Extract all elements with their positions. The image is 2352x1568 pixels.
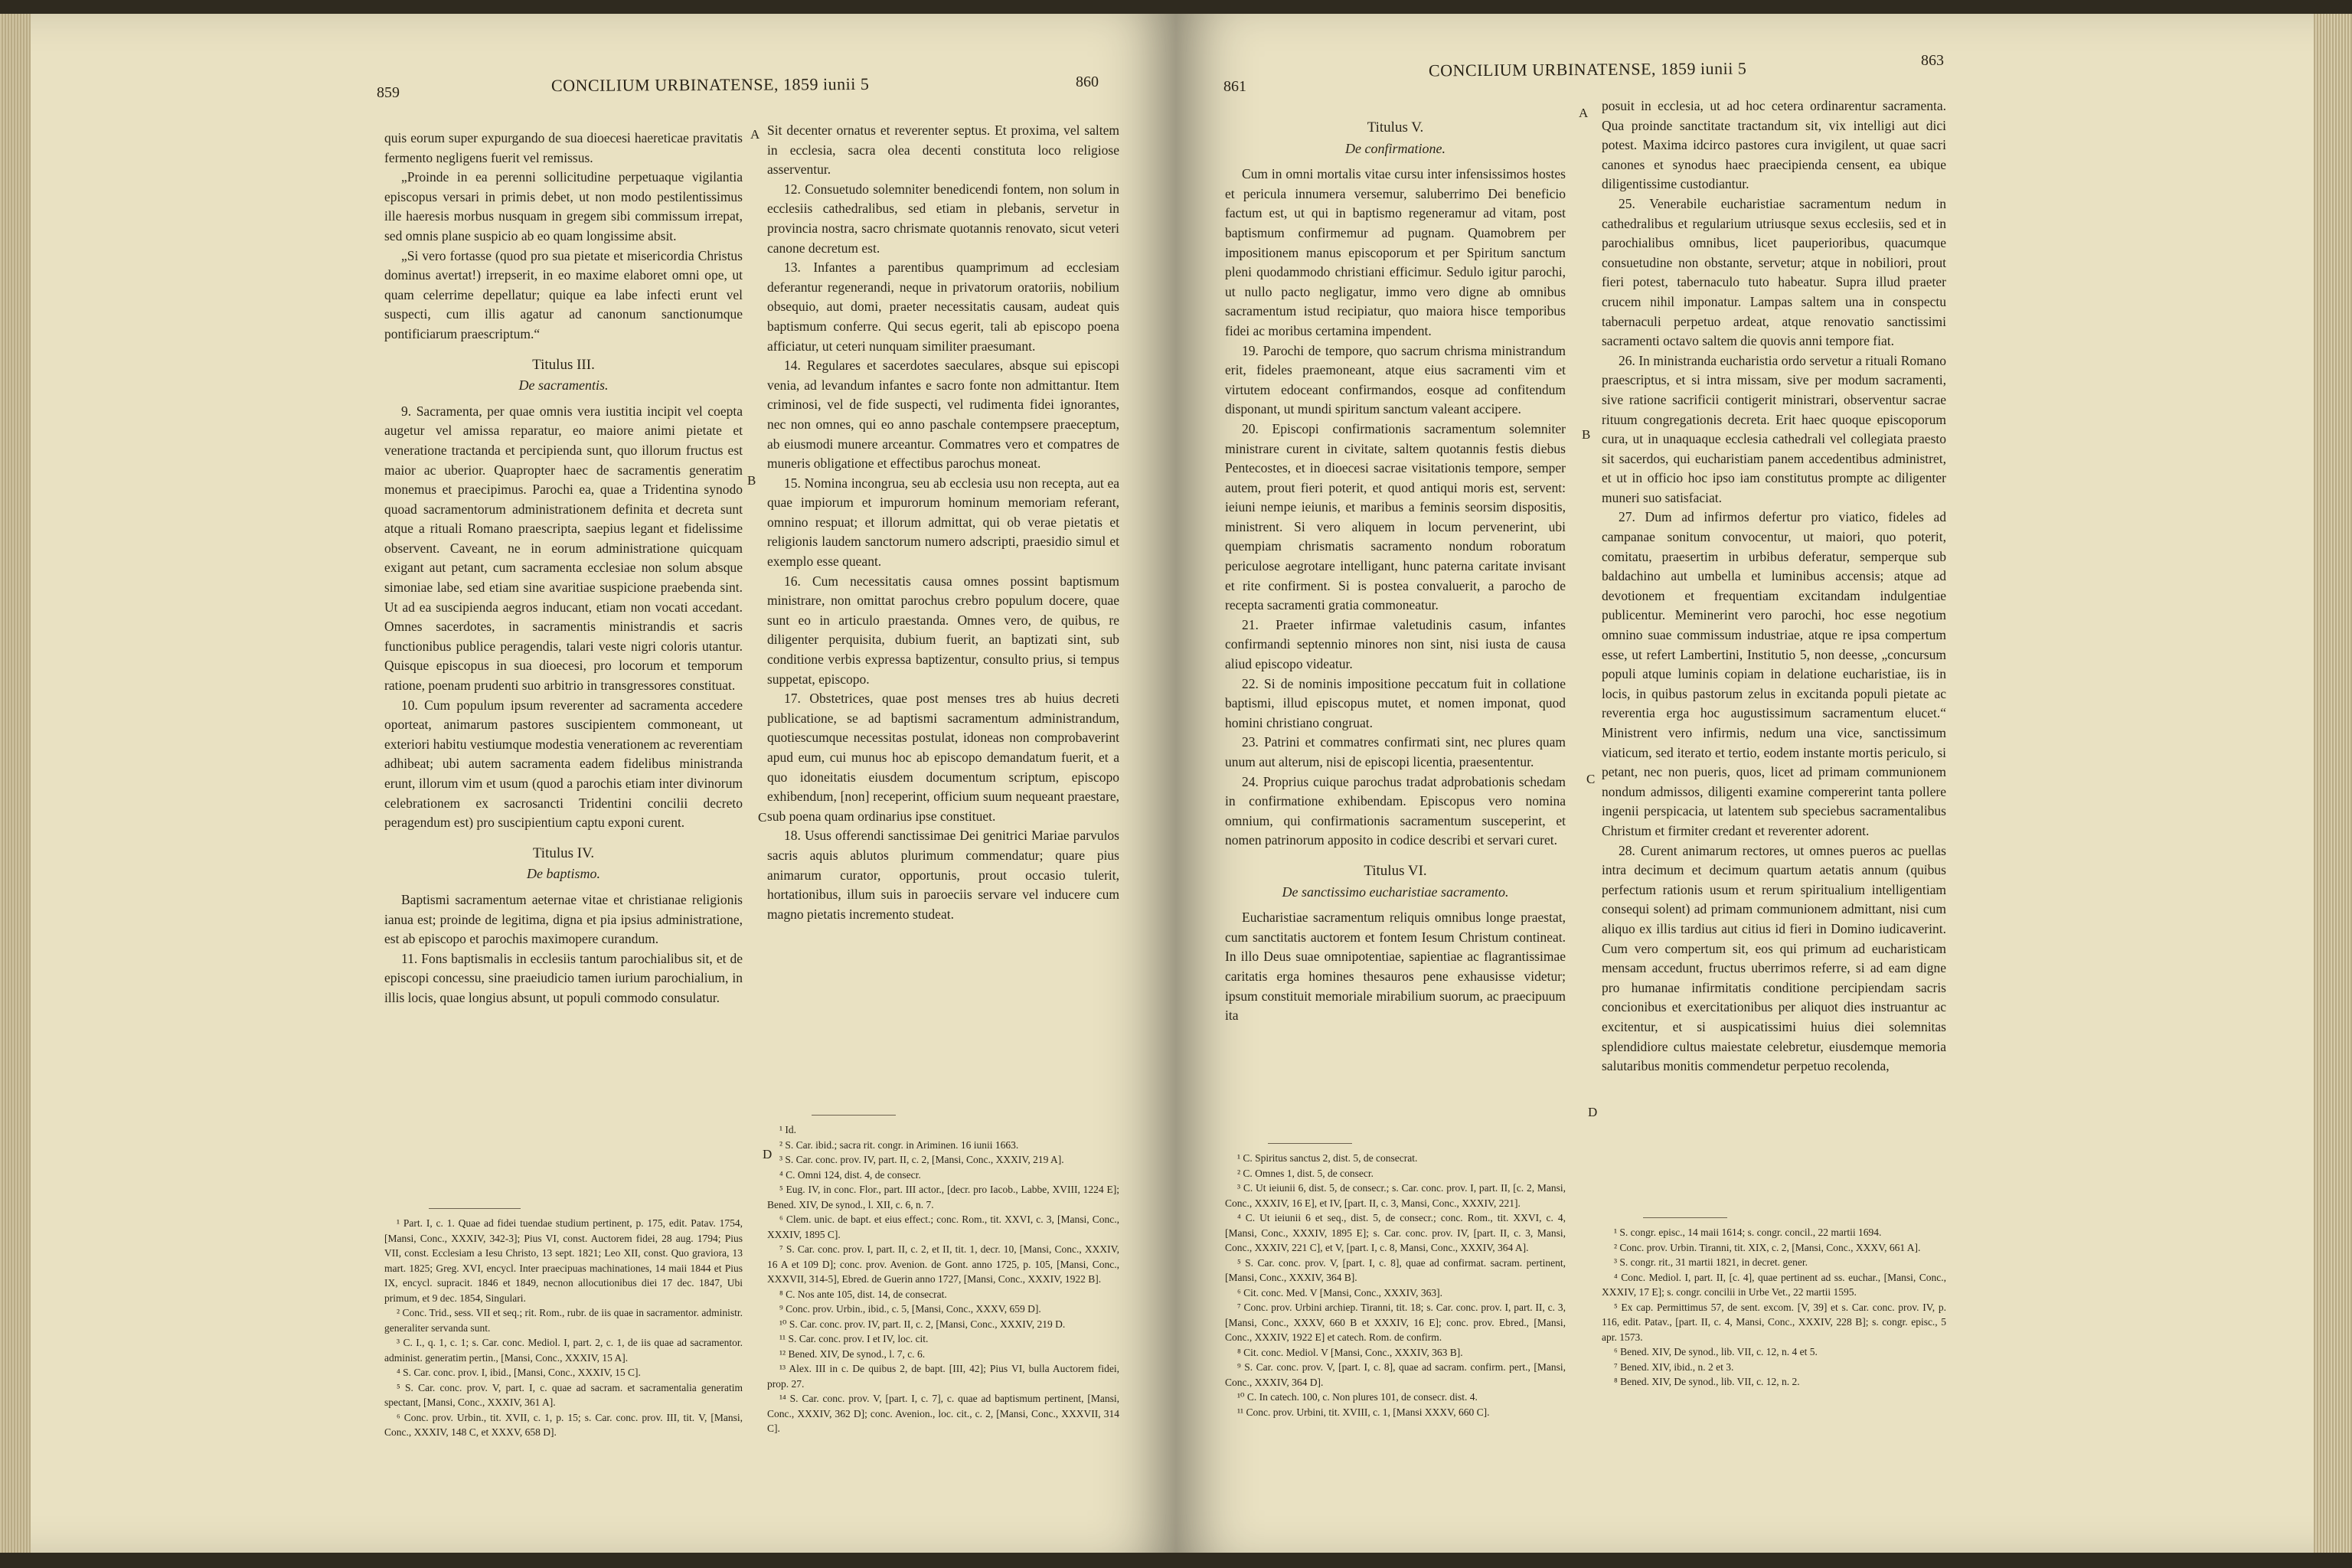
section-title-titulus-iv: Titulus IV. [532,844,595,861]
margin-letter: D [1588,1105,1598,1119]
margin-letter: B [1582,427,1591,442]
paragraph-25: 25. Venerabile eucharistiae sacramentum nedum in cathedralibus et regularium utriusque sexus ecclesiis, sed et in parochialibus omnibus, licet pauperioribus, quacumque consuetudine non obstante, servetur; atque in nobiliori, prout fieri potest, tabernaculo tuto habeatur. Supra illud praeter crucem nihil imponatur. Lampas saltem una in conspectu tabernaculi perpetuo ardeat, atque renovatio sanctissimi sacramenti octavo saltem die quovis anni tempore fiat. [1602,195,1946,349]
footnote: ⁸ Cit. conc. Mediol. V [Mansi, Conc., XXXIV, 363 B]. [1237,1346,1463,1358]
footnote-rule [1268,1143,1352,1144]
left-page-footnotes-1 [384,1216,743,1440]
paragraph-23: 23. Patrini et commatres confirmati sint, nec plures quam unum aut alterum, nisi de episcopi licentia, praesententur. [1225,734,1566,769]
footnote: ¹⁰ C. In catech. 100, c. Non plures 101, de consecr. dist. 4. [1237,1391,1478,1403]
paragraph-9: 9. Sacramenta, per quae omnis vera iustitia incipit vel coepta augetur vel amissa reparatur, eo maiore animi pietate et veneratione tractanda et percipienda sunt, quo illorum fructus est maior ac uberior. Quapropter haec de sacramentis generatim monemus et praecipimus. Parochi ea, quae a Tridentina synodo quoad sacramentorum administrationem definita et decreta sunt atque a rituali Romano praescripta, saepius legant et fidelissime observent. Caveant, ne in eorum administratione quicquam exigant aut petant, cum sacramenta ecclesiae non solum absque simoniae labe, sed etiam sine avaritiae suspicione praebenda sint. Ut ad ea suscipienda aegros inducant, etiam non vocati accedant. Omnes sacerdotes, in sacramentis ministrandis et sacris functionibus publice peragendis, talari veste nigri coloris utantur. Quisque episcopus in sua dioecesi, pro locorum et temporum ratione, poenam prudenti suo arbitrio in transgressores constituat. [384,403,743,694]
footnote: ⁶ Conc. prov. Urbin., tit. XVII, c. 1, p. 15; s. Car. conc. prov. III, tit. V, [Mansi, Conc., XXXIV, 148 C, et XXXV, 658 D]. [384,1411,743,1438]
section-subtitle: De sanctissimo eucharistiae sacramento. [1282,884,1509,900]
margin-letter: B [747,473,756,488]
footnote: ¹¹ Conc. prov. Urbini, tit. XVIII, c. 1, [Mansi XXXV, 660 C]. [1237,1406,1490,1418]
footnote: ³ S. congr. rit., 31 martii 1821, in decret. gener. [1614,1256,1808,1268]
footnote: ⁵ Eug. IV, in conc. Flor., part. III actor., [decr. pro Iacob., Labbe, XVIII, 1224 E]; Bened. XIV, De synod., l. XII, c. 6, n. 7. [767,1184,1119,1210]
footnote: ⁴ Conc. Mediol. I, part. II, [c. 4], quae pertinent ad ss. euchar., [Mansi, Conc., XXXIV, 17 E]; s. congr. concilii in Urbe Vet., 22 martii 1595. [1602,1271,1946,1298]
footnote: ⁷ S. Car. conc. prov. I, part. II, c. 2, et II, tit. 1, decr. 10, [Mansi, Conc., XXXIV, 16 A et 109 D]; conc. prov. Avenion. de Gont. anno 1725, p. 105, [Mansi, Conc., XXXVII, 314-5], Ebred. de Guerin anno 1727, [Mansi, Conc., XXXIV, 1922 B]. [767,1243,1119,1285]
footnote: ⁷ Conc. prov. Urbini archiep. Tiranni, tit. 18; s. Car. conc. prov. I, part. II, c. 3, [Mansi, Conc., XXXV, 660 B et XXXIV, 16 E]; conc. prov. Ebred., [Mansi, Conc., XXXIV, 1922 E] et catech. Rom. de confirm. [1225,1302,1566,1343]
footnote: ⁶ Clem. unic. de bapt. et eius effect.; conc. Rom., tit. XXVI, c. 3, [Mansi, Conc., XXXIV, 1895 C]. [767,1214,1119,1240]
footnote: ¹ C. Spiritus sanctus 2, dist. 5, de consecrat. [1237,1152,1418,1164]
page-number-859: 859 [377,84,400,101]
footnote: ¹⁰ S. Car. conc. prov. IV, part. II, c. 2, [Mansi, Conc., XXXIV, 219 D. [779,1318,1066,1330]
footnote: ⁹ S. Car. conc. prov. V, [part. I, c. 8], quae ad sacram. confirm. pert., [Mansi, Conc., XXXIV, 364 D]. [1225,1361,1566,1388]
margin-letter: C [1586,772,1596,786]
footnote: ¹ Part. I, c. 1. Quae ad fidei tuendae studium pertinent, p. 175, edit. Patav. 1754, [Mansi, Conc., XXXIV, 342-3]; Pius VI, const. Auctorem fidei, 28 aug. 1794; Pius VII, const. Ecclesiam a Iesu Christo, 13 sept. 1821; Leo XII, const. Quo graviora, 13 mart. 1825; Greg. XVI, encycl. Inter praecipuas machinationes, 14 maii 1844 et Pius IX, encycl. supracit. 1846 et 1849, necnon allocutionibus diei 17 dec. 1847, Ubi primum, et 9 dec. 1854, Singulari. [384,1217,743,1304]
footnote: ⁴ S. Car. conc. prov. I, ibid., [Mansi, Conc., XXXIV, 15 C]. [397,1367,641,1378]
paragraph: Eucharistiae sacramentum reliquis omnibus longe praestat, cum sanctitatis auctorem et fontem Iesum Christum contineat. In illo Deus suae omnipotentiae, sapientiae ac flagrantissimae caritatis erga homines thesauros pene exhausisse videtur; ipsum constituit memoriale mirabilium suorum, ac praecipuum ita [1225,910,1566,1024]
footnote: ² Conc. Trid., sess. VII et seq.; rit. Rom., rubr. de iis quae in sacramentor. administr. generaliter servanda sunt. [384,1307,743,1334]
right-page-footnotes-1 [1225,1151,1566,1419]
paragraph-18: 18. Usus offerendi sanctissimae Dei genitrici Mariae parvulos sacris aquis ablutos plurimum commendatur; quare pius animarum curator, opportunis, prout occasio tulerit, hortationibus, illum suis in paroeciis servare vel inducere cum magno pietatis incremento studeat. [767,828,1119,922]
page-number-863: 863 [1921,52,1944,69]
footnote: ⁶ Cit. conc. Med. V [Mansi, Conc., XXXIV, 363]. [1237,1286,1442,1298]
section-subtitle: De confirmatione. [1345,140,1446,156]
paragraph-continuation: quis eorum super expurgando de sua dioecesi haereticae pravitatis fermento negligens fuerit vel remissus. [384,130,743,165]
section-title-titulus-iii: Titulus III. [532,356,595,373]
footnote: ¹ Id. [779,1124,797,1135]
footnote-rule [812,1115,896,1116]
paragraph-20: 20. Episcopi confirmationis sacramentum solemniter ministrare curent in civitate, saltem quotannis festis diebus Pentecostes, et in dioecesi sacrae visitationis tempore, semper autem, prout fieri poterit, et quod antiqui moris est, servent: ieiuni nempe ieiunis, et maribus a feminis seorsim dispositis, ministrent. Si vero aliquem in locum pervenerint, ubi quempiam chrismatis sacramento nondum roboratum periculose aegrotare intelligant, hunc paterna caritate invisant et rite confirment. Si is postea convaluerit, a parocho de recepta sacramenti gratia commoneatur. [1225,420,1566,613]
paragraph-continuation: Sit decenter ornatus et reverenter septus. Et proxima, vel saltem in ecclesia, sacra olea decenti constituta loco religiose asserventur. [767,122,1119,178]
footnote: ¹ S. congr. episc., 14 maii 1614; s. congr. concil., 22 martii 1694. [1614,1227,1882,1238]
left-page-column-1 [384,129,743,1008]
paragraph-22: 22. Si de nominis impositione peccatum fuit in collatione baptismi, illud episcopus mutet, et nomen imponat, quod homini christiano congruat. [1225,675,1566,730]
footnote: ² Conc. prov. Urbin. Tiranni, tit. XIX, c. 2, [Mansi, Conc., XXXV, 661 A]. [1614,1241,1921,1253]
right-page-footnotes-2 [1602,1225,1946,1390]
paragraph-19: 19. Parochi de tempore, quo sacrum chrisma ministrandum erit, fideles praemoneant, atque eius sacramenti vim et virtutem edoceant confirmandos, eosque ad confitendum disponant, ut mundi spiritum sanctum valeant accipere. [1225,342,1566,417]
paragraph-21: 21. Praeter infirmae valetudinis casum, infantes confirmandi septennio minores non sint, nisi iusta de causa aliud episcopo videatur. [1225,616,1566,672]
footnote-rule [429,1208,521,1209]
section-title-titulus-v: Titulus V. [1367,119,1424,136]
page-number-860: 860 [1076,74,1099,90]
page-number-861: 861 [1223,78,1246,95]
paragraph: Baptismi sacramentum aeternae vitae et christianae religionis ianua est; proinde de legitima, digna et pia ipsius administratione, est ab episcopo et parochis maximopere curandum. [384,891,743,947]
margin-letter: A [750,127,760,142]
running-header-right: CONCILIUM URBINATENSE, 1859 iunii 5 [1428,58,1747,80]
footnote: ⁹ Conc. prov. Urbin., ibid., c. 5, [Mansi, Conc., XXXV, 659 D]. [779,1303,1041,1315]
paragraph: „Si vero fortasse (quod pro sua pietate et misericordia Christus dominus avertat!) irrepserit, in eo maxime elaboret omni ope, ut quam celerrime depellatur; quique ea labe infecti erunt vel suspecti, cum illis agatur ad canonum sanctionumque pontificiarum praescriptum.“ [384,247,743,341]
paragraph-13: 13. Infantes a parentibus quamprimum ad ecclesiam deferantur regenerandi, neque in privatorum oratoriis, nobilium obsequio, aut domi, praeter necessitatis causam, audeat quis baptismum conferre. Qui secus egerit, tali ab episcopo poena afficiatur, ut ceteri nunquam similiter praesumant. [767,260,1119,354]
section-subtitle: De sacramentis. [518,377,609,394]
paragraph-24: 24. Proprius cuique parochus tradat adprobationis schedam in confirmatione exhibendam. Episcopus vero nomina omnium, qui confirmationis sacramentum susceperint, et nomen patrinorum apposito in codice describi et servari curet. [1225,773,1566,848]
footnote: ⁸ Bened. XIV, De synod., lib. VII, c. 12, n. 2. [1614,1376,1800,1387]
book-page-edges-left [0,14,31,1553]
paragraph-12: 12. Consuetudo solemniter benedicendi fontem, non solum in ecclesiis cathedralibus, sed etiam in plebanis, servetur in provincia nostra, sacro chrismate quotannis renovato, sicut veteri canone decretum est. [767,181,1119,256]
paragraph-17: 17. Obstetrices, quae post menses tres ab huius decreti publicatione, se ad baptismi sacramentum administrandum, quotiescumque necessitas postulat, idoneas non comprobaverint apud eum, cui munus hoc ab episcopo demandatum fuerit, et a quo idoneitatis eiusdem documentum scriptum, episcopo exhibendum, [non] receperint, officium suum nequeant praestare, sub poena quam ordinarius ipse constituet. [767,691,1119,824]
paragraph-16: 16. Cum necessitatis causa omnes possint baptismum ministrare, non omittat parochus crebro populum docere, quae sunt eo in articulo praestanda. Omnes vero, de quibus, re diligenter perquisita, dubium fuerit, an baptizati sint, sub conditione verbis expressa baptizentur, consulto prius, si tempus suppetat, episcopo. [767,573,1119,687]
paragraph-26: 26. In ministranda eucharistia ordo servetur a rituali Romano praescriptus, et si intra missam, sive per modum sacramenti, sive ratione sacrificii contigerit ministrari, observentur sacrae rituum congregationis decreta. Erit haec quoque episcoporum cura, ut in unaquaque ecclesia cathedrali vel collegiata praesto sit sacerdos, qui eucharistiam panem accedentibus administret, et ut in officio hoc ipso iam constitutus prompte ac diligenter muneri suo satisfaciat. [1602,352,1946,505]
footnote: ³ S. Car. conc. prov. IV, part. II, c. 2, [Mansi, Conc., XXXIV, 219 A]. [779,1154,1064,1165]
book-page-edges-right [2314,14,2352,1553]
paragraph-11: 11. Fons baptismalis in ecclesiis tantum parochialibus sit, et de episcopi concessu, sine praeiudicio tamen iurium parochialium, in illis locis, quae longius absunt, ut populi commodo consulatur. [384,950,743,1005]
left-page [0,14,1176,1553]
footnote: ¹¹ S. Car. conc. prov. I et IV, loc. cit. [779,1333,929,1344]
footnote: ⁵ Ex cap. Permittimus 57, de sent. excom. [V, 39] et s. Car. conc. prov. IV, p. 116, edit. Patav., [part. II, c. 4, Mansi, Conc., XXXIV, 228 B]; s. congr. episc., 5 apr. 1573. [1602,1301,1946,1343]
footnote: ³ C. Ut ieiunii 6, dist. 5, de consecr.; s. Car. conc. prov. I, part. II, [c. 2, Mansi, Conc., XXXIV, 16 E], et IV, [part. II, c. 3, Mansi, Conc., XXXIV, 221]. [1225,1182,1566,1209]
footnote: ¹⁴ S. Car. conc. prov. V, [part. I, c. 7], c. quae ad baptismum pertinent, [Mansi, Conc., XXXIV, 362 D]; conc. Avenion., loc. cit., c. 2, [Mansi, Conc., XXXVII, 314 C]. [767,1393,1119,1434]
footnote: ⁷ Bened. XIV, ibid., n. 2 et 3. [1614,1361,1734,1373]
footnote: ⁵ S. Car. conc. prov. V, [part. I, c. 8], quae ad confirmat. sacram. pertinent, [Mansi, Conc., XXXIV, 364 B]. [1225,1256,1566,1283]
paragraph: Cum in omni mortalis vitae cursu inter infensissimos hostes et pericula innumera versemur, saluberrimo Dei beneficio factum est, ut qui in baptismo regeneramur ad vitam, post baptismum confirmemur ad pugnam. Quamobrem per impositionem manus episcoporum et per Spiritum sanctum pleni quodammodo christiani efficimur. Sedulo igitur parochi, ut nullo pacto negligatur, immo vero digne ab omnibus sacramentum istud recipiatur, quo maiora hisce temporibus fidei ac moribus certamina impendent. [1225,166,1566,338]
left-page-footnotes-2 [767,1122,1119,1436]
footnote: ⁸ C. Nos ante 105, dist. 14, de consecrat. [779,1288,947,1300]
footnote: ¹³ Alex. III in c. De quibus 2, de bapt. [III, 42]; Pius VI, bulla Auctorem fidei, prop. 27. [767,1363,1119,1390]
footnote: ³ C. I., q. 1, c. 1; s. Car. conc. Mediol. I, part. 2, c. 1, de iis quae ad sacramentor. administ. generatim pertin., [Mansi, Conc., XXXIV, 15 A]. [384,1337,743,1364]
paragraph-15: 15. Nomina incongrua, seu ab ecclesia usu non recepta, aut ea quae impiorum et impurorum hominum memoriam referant, omnino respuat; et illorum admittat, qui ob verae pietatis et religionis laudem sanctorum numero adscripti, praesidio simul et exemplo esse queant. [767,475,1119,570]
paragraph-27: 27. Dum ad infirmos defertur pro viatico, fideles ad campanae sonitum convocentur, ut maiori, quo poterit, comitatu, praesertim in urbibus deferatur, semperque sub baldachino aut umbella et luminibus accensis; atque ad devotionem et frequentiam excitandam indulgentiae publicentur. Meminerint vero parochi, hoc esse negotium omnino suae commissum industriae, atque re ipsa compertum esse, ut refert Lambertini, Institutio 5, non deesse, „concursum populi atque luminis copiam in delatione eucharistiae, iis in locis, in quibus pastorum zelus in excitanda populi pietate ac reverentia erga hoc augustissimum sacramentum elucet.“ Ministrent vero infirmis, nedum una vice, sanctissimum viaticum, sed iterato et tertio, eodem instante mortis periculo, si petant, nec non pueris, quos, licet ad primam communionem nondum admissos, diligenti examine compererint tanta pollere ingenii perspicacia, ut latentem sub speciebus sacramentalibus Christum et firmiter credant et reverenter adorent. [1602,509,1946,838]
paragraph-10: 10. Cum populum ipsum reverenter ad sacramenta accedere oporteat, animarum pastores suscipientem commoneant, ut exteriori habitu vestiumque modestia venerationem ac reverentiam adhibeat; ubi autem sacramenta eadem fidelibus ministranda erunt, illorum vim et usum (quod a parochis etiam inter divinorum celebrationem ex sacrosancti Tridentini concilii decreto peragendum est) pro suscipientium captu exponi curent. [384,697,743,831]
paragraph-14: 14. Regulares et sacerdotes saeculares, absque sui episcopi venia, ad levandum infantes e sacro fonte non admittantur. Item criminosi, vel de fide suspecti, vel rudimenta fidei ignorantes, nec non omnes, qui eo anno paschale contempsere praeceptum, ab eiusmodi munere arceantur. Commatres vero et compatres de muneris obligatione et effectibus parochus moneat. [767,358,1119,472]
section-title-titulus-vi: Titulus VI. [1364,862,1427,879]
footnote: ¹² Bened. XIV, De synod., l. 7, c. 6. [779,1348,926,1360]
footnote: ² C. Omnes 1, dist. 5, de consecr. [1237,1167,1374,1179]
margin-letter: A [1579,106,1589,120]
footnote: ⁴ C. Omni 124, dist. 4, de consecr. [779,1168,921,1181]
footnote: ² S. Car. ibid.; sacra rit. congr. in Ariminen. 16 iunii 1663. [779,1138,1019,1151]
footnote: ⁵ S. Car. conc. prov. V, part. I, c. quae ad sacram. et sacramentalia generatim spectant, [Mansi, Conc., XXXIV, 361 A]. [384,1381,743,1408]
footnote: ⁶ Bened. XIV, De synod., lib. VII, c. 12, n. 4 et 5. [1614,1346,1818,1357]
footnote: ⁴ C. Ut ieiunii 6 et seq., dist. 5, de consecr.; conc. Rom., tit. XXVI, c. 4, [Mansi, Conc., XXXIV, 1895 E]; s. Car. conc. prov. IV, [part. II, c. 3, Mansi, Conc., XXXIV, 221 C], et V, [part. I, c. 8, Mansi, Conc., XXXIV, 364 A]. [1225,1212,1566,1253]
margin-letter: C [758,810,767,825]
paragraph-continuation: posuit in ecclesia, ut ad hoc cetera ordinarentur sacramenta. Qua proinde sanctitate tractandum sit, vix intelligi aut dici potest. Maxima idcirco pastores cura invigilent, ut quae sacri canones et synodus haec praecipienda censent, ea ubique diligentissime custodiantur. [1602,98,1946,192]
right-page-column-1 [1225,107,1566,1026]
right-page [1176,14,2352,1553]
section-subtitle: De baptismo. [527,866,600,882]
margin-letter: D [763,1147,773,1161]
paragraph: „Proinde in ea perenni sollicitudine perpetuaque vigilantia episcopus versari in primis debet, ut non modo pestilentissimus ille haeresis morbus nusquam in gregem sibi commissum irrepat, sed omnis plane suspicio ab eo quam longissime absit. [384,169,743,243]
paragraph-28: 28. Curent animarum rectores, ut omnes pueros ac puellas intra decimum et decimum quartum aetatis annum (quibus perfectum rationis usum et rerum spiritualium intelligentiam consequi solent) ad primam communionem admittant, nisi cum aliquo ex illis tardius aut citius id fieri in Domino iudicaverint. Cum vero compertum sit, eos qui primum ad eucharisticam mensam accedunt, fructus uberrimos referre, si ad eam digne pro humanae infirmitatis conditione percipiendam sacris concionibus et exercitationibus per aliquot dies instruantur ac excitentur, et si auspicatissimi huius diei solemnitas splendidiore cultus maiestate celebretur, eiusdemque memoria salutaribus monitis commendetur perpetuo recolenda, [1602,842,1946,1074]
footnote-rule [1643,1217,1727,1218]
running-header-left: CONCILIUM URBINATENSE, 1859 iunii 5 [550,74,870,96]
left-page-column-2 [767,121,1119,924]
right-page-column-2 [1602,96,1946,1076]
